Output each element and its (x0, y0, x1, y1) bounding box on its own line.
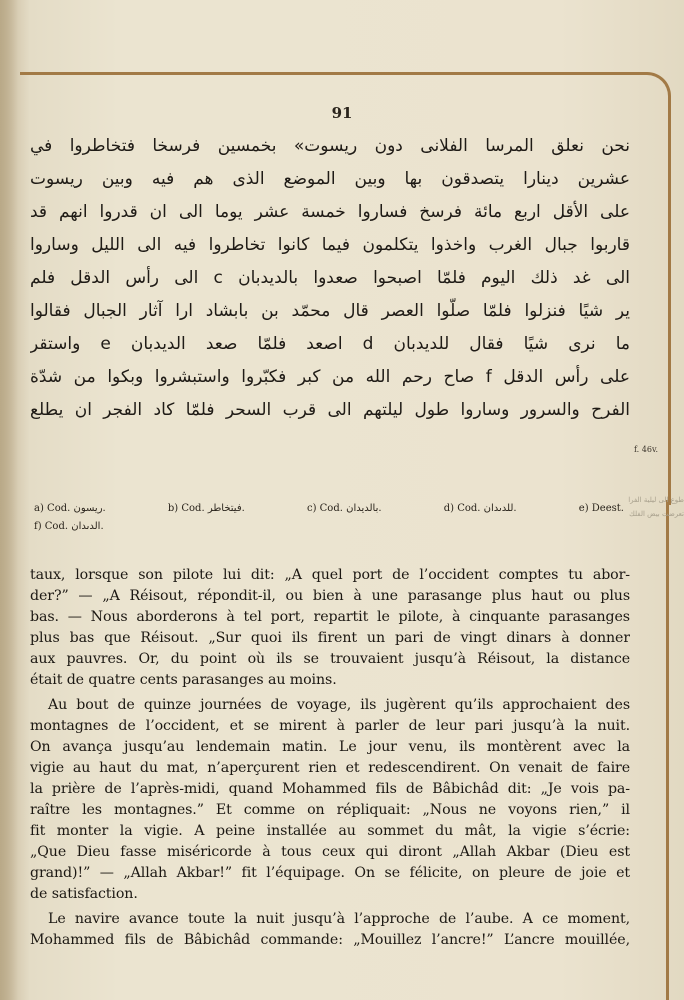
french-translation-block (30, 565, 630, 951)
footnote-row (34, 500, 624, 518)
page-number: 91 (331, 104, 353, 122)
french-line: était de quatre cents parasanges au moins. (30, 672, 337, 688)
arabic-line: الفرح والسرور وساروا طول ليلتهم الى قرب السحر فلمّا كاد الفجر ان يطلع (30, 400, 630, 420)
arabic-line: عشرين دينارا يتصدقون بها وبين الموضع الذى هم فيه وبين ريسوت (30, 169, 630, 189)
footnote-item (307, 500, 382, 518)
footnote-label: b) Cod. (167, 503, 205, 514)
footnote-row (34, 518, 624, 536)
french-line: „Que Dieu fasse miséricorde à tous ceux qui diront „Allah Akbar (Dieu est (30, 844, 630, 860)
faint-bleedthrough-note: تعرضت بيض الفلك (629, 510, 684, 518)
faint-bleedthrough-note: طوع الى ليلية الفرا (628, 496, 684, 504)
arabic-line: نحن نعلق المرسا الفلانى دون ريسوت» بخمسين فرسخا فتخاطروا في (30, 136, 630, 156)
arabic-line: ير شيًا فنزلوا فلمّا صلّوا العصر قال محمّد بن بابشاد ارا آثار الجبال فقالوا (30, 301, 630, 321)
footnote-label: c) Cod. (306, 503, 343, 514)
footnote-arabic: ريسون. (73, 503, 106, 514)
footnote-label: a) Cod. (34, 503, 71, 514)
french-line: aux pauvres. Or, du point où ils se trouvaient jusqu’à Réisout, la distance (30, 651, 630, 667)
french-line: la prière de l’après-midi, quand Mohammed fils de Bâbichâd dit: „Je vois pa- (30, 781, 630, 797)
arabic-line: قاربوا جبال الغرب واخذوا يتكلمون فيما كانوا تخاطروا فيه الى الليل وساروا (30, 235, 630, 255)
footnote-item (34, 518, 104, 536)
french-line: grand)!” — „Allah Akbar!” fit l’équipage. On se félicite, on pleure de joie et (30, 865, 630, 881)
footnote-label: f) Cod. (34, 521, 69, 532)
arabic-line: على الأقل اربع مائة فرسخ فساروا خمسة عشر يوما الى ان قدروا انهم قد (30, 202, 630, 222)
margin-folio-note: f. 46v. (634, 445, 659, 454)
footnote-item (579, 500, 624, 518)
footnote-item (168, 500, 245, 518)
footnote-arabic: بالديدان. (346, 503, 382, 514)
page-frame-side (666, 500, 669, 1000)
critical-apparatus (34, 500, 624, 536)
french-line: On avança jusqu’au lendemain matin. Le jour venu, ils montèrent avec la (30, 739, 630, 755)
footnote-label: d) Cod. (443, 503, 481, 514)
french-line: Au bout de quinze journées de voyage, ils jugèrent qu’ils approchaient des (48, 697, 630, 713)
footnote-item (444, 500, 517, 518)
footnote-arabic: الدىدان. (71, 521, 104, 532)
page-gutter-shadow (0, 0, 18, 1000)
footnote-item (34, 500, 106, 518)
footnote-arabic: للدىدان. (483, 503, 517, 514)
french-line: bas. — Nous aborderons à tel port, repartit le pilote, à cinquante parasanges (30, 609, 630, 625)
arabic-text-block (30, 130, 630, 427)
french-line: plus bas que Réisout. „Sur quoi ils firent un pari de vingt dinars à donner (30, 630, 630, 646)
footnote-arabic: فيتخاطر. (207, 503, 245, 514)
french-line: montagnes de l’occident, et se mirent à parler de leur pari jusqu’à la nuit. (30, 718, 630, 734)
arabic-line: الى غد ذلك اليوم فلمّا اصبحوا صعدوا بالديدبان c الى رأس الدقل فلم (30, 268, 630, 288)
french-line: Le navire avance toute la nuit jusqu’à l’approche de l’aube. A ce moment, (48, 911, 630, 927)
french-line: de satisfaction. (30, 886, 138, 902)
french-line: fit monter la vigie. A peine installée au sommet du mât, la vigie s’écrie: (30, 823, 630, 839)
french-line: taux, lorsque son pilote lui dit: „A quel port de l’occident comptes tu abor- (30, 567, 630, 583)
footnote-label: e) Deest. (578, 503, 624, 514)
french-line: vigie au haut du mat, n’aperçurent rien et redescendirent. On venait de faire (30, 760, 630, 776)
arabic-line: ما نرى شيًا فقال للديدبان d اصعد فلمّا صعد الديدبان e واستقر (30, 334, 630, 354)
arabic-line: على رأس الدقل f صاح رحم الله من كبر فكبّروا واستبشروا وبكوا من شدّة (30, 367, 630, 387)
french-line: Mohammed fils de Bâbichâd commande: „Mouillez l’ancre!” L’ancre mouillée, (30, 932, 630, 948)
french-line: raître les montagnes.” Et comme on répliquait: „Nous ne voyons rien,” il (30, 802, 630, 818)
french-line: der?” — „A Réisout, répondit-il, ou bien à une parasange plus haut ou plus (30, 588, 630, 604)
